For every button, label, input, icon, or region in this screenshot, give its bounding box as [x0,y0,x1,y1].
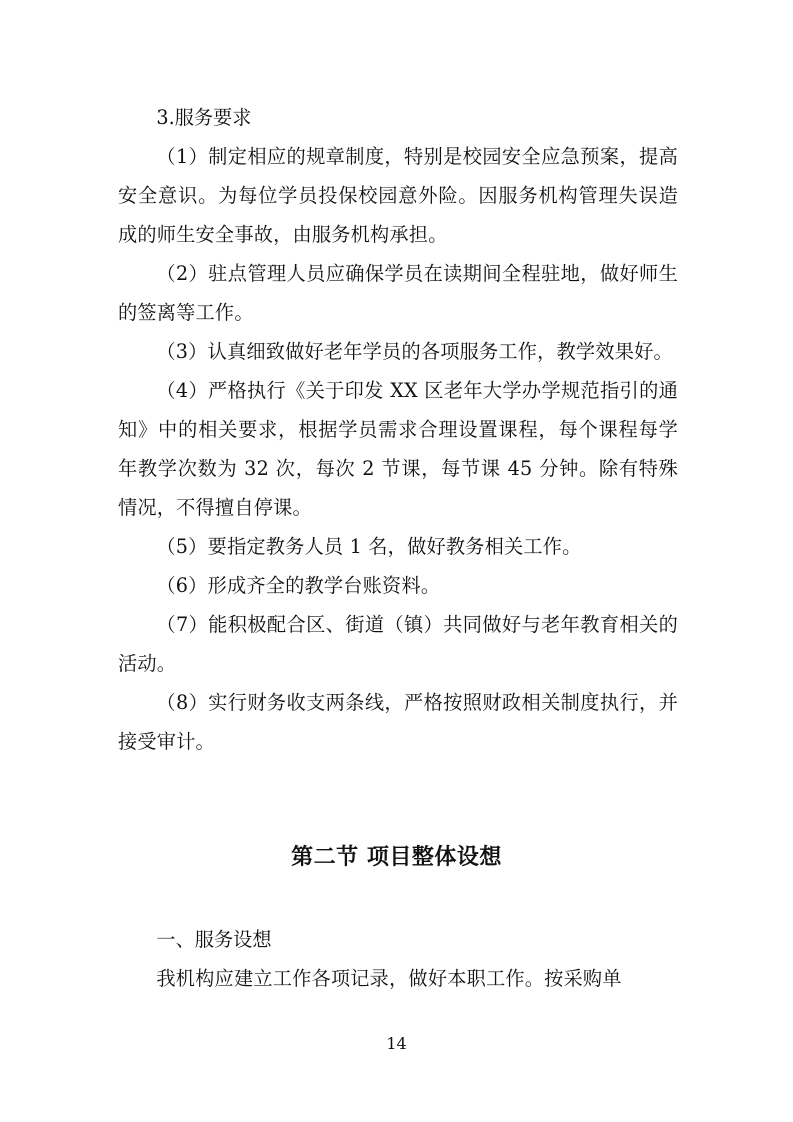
requirement-item-3: （3）认真细致做好老年学员的各项服务工作，教学效果好。 [156,340,673,363]
service-concept-intro: 我机构应建立工作各项记录，做好本职工作。按采购单 [156,967,622,990]
requirement-item-4: （4）严格执行《关于印发 XX 区老年大学办学规范指引的通知》中的相关要求，根据学员需求合理设置课程，每个课程每学年教学次数为 32 次，每次 2 节课，每节课 45 分钟。除有特殊情况，不得擅自停课。 [118,379,678,519]
requirement-item-1: （1）制定相应的规章制度，特别是校园安全应急预案，提高安全意识。为每位学员投保校园意外险。因服务机构管理失误造成的师生安全事故，由服务机构承担。 [118,145,678,246]
service-concept-subheading: 一、服务设想 [156,928,272,951]
requirement-item-5: （5）要指定教务人员 1 名，做好教务相关工作。 [156,535,582,558]
service-concept-block [118,920,678,998]
section-title: 第二节 项目整体设想 [291,845,502,870]
service-requirements-block [118,98,678,761]
page-number: 14 [386,1034,407,1053]
requirement-item-6: （6）形成齐全的教学台账资料。 [156,574,441,597]
requirement-item-8: （8）实行财务收支两条线，严格按照财政相关制度执行，并接受审计。 [118,691,678,753]
requirement-item-2: （2）驻点管理人员应确保学员在读期间全程驻地，做好师生的签离等工作。 [118,262,678,324]
requirement-item-7: （7）能积极配合区、街道（镇）共同做好与老年教育相关的活动。 [118,613,678,675]
service-requirements-heading: 3.服务要求 [156,106,252,129]
